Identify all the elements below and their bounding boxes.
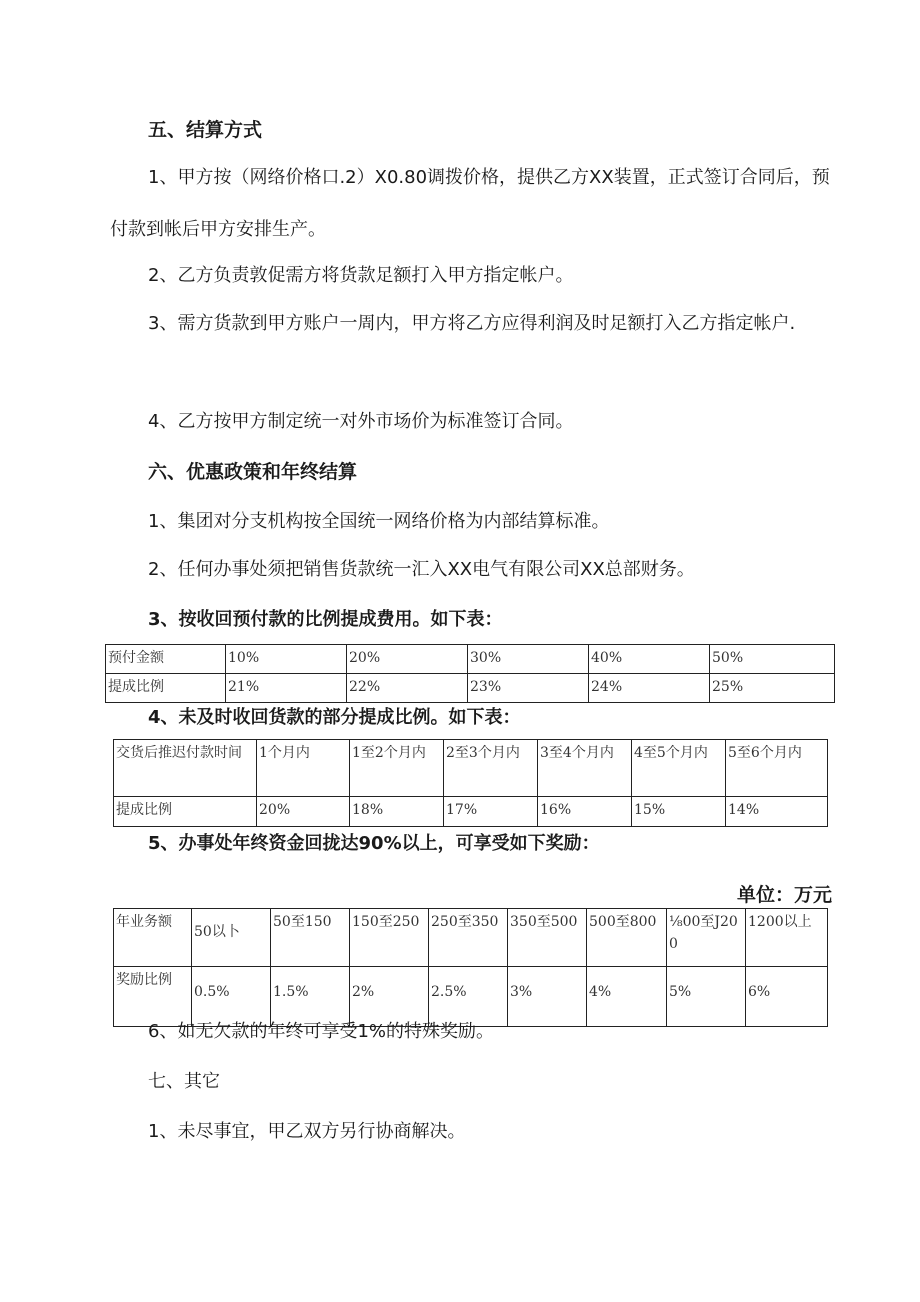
table-cell: ⅛00至J200 [667,909,746,967]
table-cell: 350至500 [508,909,587,967]
table-cell: 21% [226,674,347,703]
section-6-item-6: 6、如无欠款的年终可享受1%的特殊奖励。 [148,1021,495,1042]
section-6-item-5: 5、办事处年终资金回拢达90%以上，可享受如下奖励： [148,833,600,854]
table-row [106,645,835,674]
section-7-item-1: 1、未尽事宜，甲乙双方另行协商解决。 [148,1121,466,1142]
table-cell: 1至2个月内 [350,740,444,797]
table-cell: 50至150 [271,909,350,967]
table-cell: 15% [632,797,726,827]
table-cell: 500至800 [587,909,667,967]
table-cell: 提成比例 [106,674,226,703]
table-cell: 6% [746,967,828,1027]
table-cell: 5至6个月内 [726,740,828,797]
table-row [114,909,828,967]
year-end-reward-table [113,908,828,1027]
table-cell: 2.5% [429,967,508,1027]
table-cell: 0.5% [192,967,271,1027]
table-cell: 16% [538,797,632,827]
table-cell: 奖励比例 [114,967,192,1027]
section-6-heading: 六、优惠政策和年终结算 [148,461,358,483]
table-row [114,797,828,827]
section-6-item-4: 4、未及时收回货款的部分提成比例。如下表： [148,707,521,728]
table-cell: 14% [726,797,828,827]
table-cell: 250至350 [429,909,508,967]
table-cell: 预付金额 [106,645,226,674]
table-cell: 22% [347,674,468,703]
table-cell: 20% [257,797,350,827]
section-5-heading: 五、结算方式 [148,119,263,141]
table-cell: 3% [508,967,587,1027]
section-7-heading: 七、其它 [148,1071,220,1092]
table-cell: 50以卜 [192,909,271,967]
table-cell: 30% [468,645,589,674]
table-cell: 50% [710,645,835,674]
table-cell: 4至5个月内 [632,740,726,797]
table-cell: 2% [350,967,429,1027]
section-5-item-3: 3、需方货款到甲方账户一周内，甲方将乙方应得利润及时足额打入乙方指定帐户. [148,313,796,334]
table-cell: 10% [226,645,347,674]
table-cell: 18% [350,797,444,827]
table-cell: 1.5% [271,967,350,1027]
table-cell: 交货后推迟付款时间 [114,740,257,797]
section-6-item-2: 2、任何办事处须把销售货款统一汇入XX电气有限公司XX总部财务。 [148,559,695,580]
table-cell: 1个月内 [257,740,350,797]
prepayment-commission-table [105,644,835,703]
table-cell: 5% [667,967,746,1027]
table-cell: 24% [589,674,710,703]
section-5-item-4: 4、乙方按甲方制定统一对外市场价为标准签订合同。 [148,411,574,432]
section-6-item-3: 3、按收回预付款的比例提成费用。如下表： [148,609,503,630]
table-cell: 年业务额 [114,909,192,967]
table-cell: 3至4个月内 [538,740,632,797]
table-row [114,740,828,797]
section-5-item-1: 1、甲方按（网络价格口.2）X0.80调拨价格，提供乙方XX装置，正式签订合同后，预付款到帐后甲方安排生产。 [110,167,830,240]
table-cell: 提成比例 [114,797,257,827]
section-5-item-2: 2、乙方负责敦促需方将货款足额打入甲方指定帐户。 [148,265,574,286]
table-cell: 40% [589,645,710,674]
table-row [106,674,835,703]
table-cell: 1200以上 [746,909,828,967]
table-cell: 23% [468,674,589,703]
section-6-item-1: 1、集团对分支机构按全国统一网络价格为内部结算标准。 [148,511,610,532]
late-payment-commission-table [113,739,828,827]
table-cell: 25% [710,674,835,703]
unit-label: 单位：万元 [736,884,832,906]
table-cell: 17% [444,797,538,827]
table-cell: 2至3个月内 [444,740,538,797]
table-cell: 150至250 [350,909,429,967]
table-cell: 4% [587,967,667,1027]
table-cell: 20% [347,645,468,674]
